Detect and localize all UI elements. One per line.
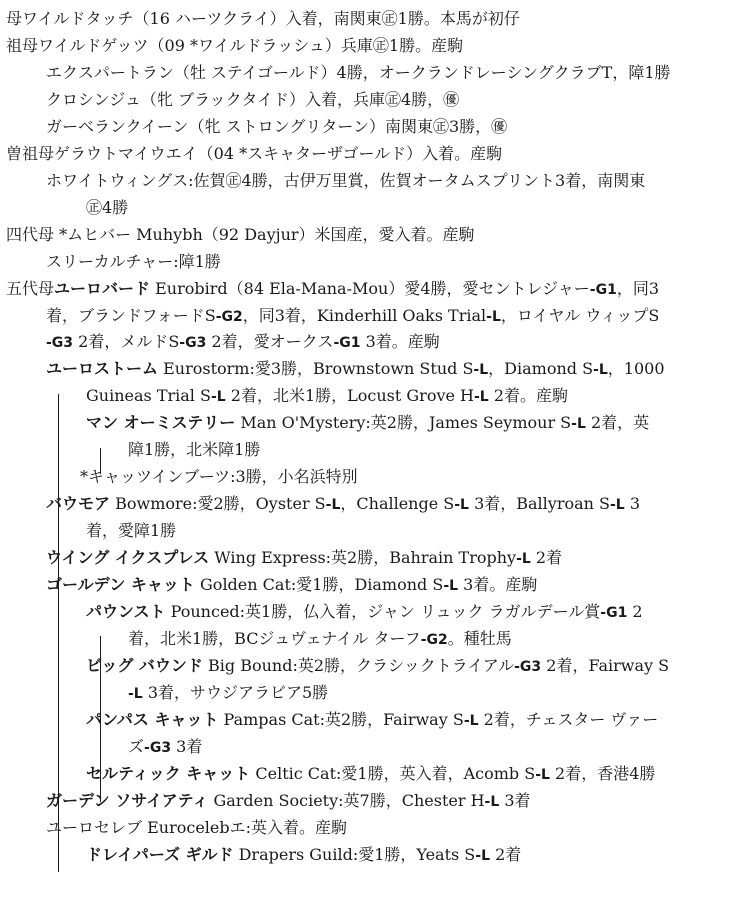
entry-text: Golden Cat:愛1勝，Diamond S bbox=[194, 575, 444, 594]
entry-text: 3着 bbox=[171, 736, 203, 756]
entry-text: Eurobird（84 Ela-Mana-Mou）愛4勝，愛セントレジャー bbox=[150, 279, 590, 298]
pedigree-entry bbox=[0, 464, 738, 491]
entry-line bbox=[0, 114, 738, 141]
horse-name: マン オーミステリー bbox=[86, 413, 236, 432]
pedigree-entry bbox=[0, 6, 738, 33]
entry-text: ，同3 bbox=[616, 279, 660, 298]
entry-text: ，同3着，Kinderhill Oaks Trial bbox=[242, 305, 487, 325]
entry-text: 2 bbox=[627, 602, 643, 621]
entry-line bbox=[0, 437, 738, 464]
entry-text: エクスパートラン（牡 ステイゴールド）4勝，オークランドレーシングクラブT，障1勝 bbox=[46, 63, 671, 82]
entry-text: 障1勝，北米障1勝 bbox=[128, 439, 261, 459]
race-grade: -L bbox=[128, 685, 143, 702]
entry-line bbox=[0, 545, 738, 572]
entry-line bbox=[0, 141, 738, 168]
tree-connector bbox=[100, 448, 101, 474]
entry-line bbox=[0, 788, 738, 815]
entry-line bbox=[0, 276, 738, 303]
race-grade: -G1 bbox=[589, 282, 617, 298]
entry-text: Wing Express:英2勝，Bahrain Trophy bbox=[209, 548, 517, 567]
tree-connector bbox=[100, 636, 101, 802]
entry-line bbox=[0, 195, 738, 222]
entry-text: 2着，香港4勝 bbox=[549, 764, 656, 783]
entry-text: ，Diamond S bbox=[488, 359, 594, 378]
entry-line bbox=[0, 518, 738, 545]
entry-line bbox=[0, 33, 738, 60]
pedigree-entry bbox=[0, 87, 738, 114]
entry-line bbox=[0, 222, 738, 249]
entry-text: 2着，メルドS bbox=[73, 332, 180, 352]
race-grade: -L bbox=[593, 362, 608, 378]
entry-text: Pounced:英1勝，仏入着，ジャン リュック ラガルデール賞 bbox=[165, 602, 601, 621]
entry-text: ，ロイヤル ウィップS bbox=[500, 305, 660, 325]
entry-text: 2着，英 bbox=[585, 413, 650, 432]
horse-name: ガーデン ソサイアティ bbox=[46, 791, 209, 810]
entry-line bbox=[0, 303, 738, 330]
horse-name: ユーロバード bbox=[54, 279, 151, 298]
entry-text: 3着，サウジアラビア5勝 bbox=[142, 682, 329, 702]
race-grade: -G1 bbox=[600, 605, 628, 621]
entry-line bbox=[0, 815, 738, 842]
pedigree-entry bbox=[0, 222, 738, 249]
entry-text: 2着，チェスター ヴァー bbox=[478, 710, 659, 729]
horse-name: ゴールデン キャット bbox=[46, 575, 195, 594]
entry-line bbox=[0, 734, 738, 761]
pedigree-entry bbox=[0, 491, 738, 544]
entry-line bbox=[0, 626, 738, 653]
entry-text: Garden Society:英7勝，Chester H bbox=[208, 791, 485, 810]
entry-text: ，1000 bbox=[607, 359, 665, 378]
pedigree-entry bbox=[0, 168, 738, 221]
entry-text: Eurostorm:愛3勝，Brownstown Stud S bbox=[158, 359, 474, 378]
race-grade: -L bbox=[443, 578, 459, 594]
race-grade: -L bbox=[463, 713, 479, 729]
entry-text: 3着。産駒 bbox=[360, 332, 440, 352]
pedigree-entry bbox=[0, 356, 738, 409]
race-grade: -G3 bbox=[514, 659, 542, 675]
horse-name: ユーロストーム bbox=[46, 359, 159, 378]
entry-text: ガーベランクイーン（牝 ストロングリターン）南関東㊣3勝，㊝ bbox=[46, 117, 508, 136]
pedigree-entry bbox=[0, 141, 738, 168]
pedigree-entry bbox=[0, 653, 738, 706]
pedigree-entry bbox=[0, 410, 738, 463]
entry-line bbox=[0, 410, 738, 437]
entry-text: Pampas Cat:英2勝，Fairway S bbox=[218, 710, 464, 729]
horse-name: セルティック キャット bbox=[86, 764, 251, 783]
race-grade: -L bbox=[610, 497, 625, 513]
entry-text: 着，愛障1勝 bbox=[86, 520, 177, 540]
entry-text: ホワイトウィングス:佐賀㊣4勝，古伊万里賞，佐賀オータムスプリント3着，南関東 bbox=[46, 171, 646, 190]
race-grade: -G3 bbox=[46, 335, 74, 352]
entry-text: 四代母 *ムヒバー Muhybh（92 Dayjur）米国産，愛入着。産駒 bbox=[6, 225, 475, 244]
race-grade: -L bbox=[325, 497, 341, 513]
horse-name: バウモア bbox=[46, 494, 111, 513]
pedigree-entry bbox=[0, 276, 738, 356]
entry-line bbox=[0, 653, 738, 680]
entry-line bbox=[0, 572, 738, 599]
entry-text: スリーカルチャー:障1勝 bbox=[46, 252, 221, 271]
entry-text: Bowmore:愛2勝，Oyster S bbox=[110, 494, 326, 513]
entry-text: 3着 bbox=[499, 791, 531, 810]
pedigree-entry bbox=[0, 572, 738, 599]
pedigree-entry bbox=[0, 114, 738, 141]
entry-text: *キャッツインブーツ:3勝，小名浜特別 bbox=[80, 467, 358, 486]
pedigree-entry bbox=[0, 842, 738, 869]
pedigree-entry bbox=[0, 707, 738, 760]
pedigree-entry bbox=[0, 788, 738, 815]
pedigree-entry bbox=[0, 815, 738, 842]
entry-text: Man O'Mystery:英2勝，James Seymour S bbox=[235, 413, 572, 432]
entry-line bbox=[0, 761, 738, 788]
entry-text: 2着，愛オークス bbox=[206, 332, 334, 352]
entry-text: Guineas Trial S bbox=[86, 385, 211, 405]
race-grade: -L bbox=[486, 308, 501, 325]
entry-text: 着，ブランドフォードS bbox=[46, 305, 216, 325]
entry-text: 着，北米1勝，BCジュヴェナイル ターフ bbox=[128, 628, 421, 648]
race-grade: -G1 bbox=[333, 335, 361, 352]
entry-text: 2着，北米1勝，Locust Grove H bbox=[225, 385, 474, 405]
entry-text: Drapers Guild:愛1勝，Yeats S bbox=[233, 845, 476, 864]
entry-text: ㊣4勝 bbox=[86, 197, 129, 217]
entry-text: 五代母 bbox=[6, 279, 55, 298]
pedigree-entry bbox=[0, 60, 738, 87]
race-grade: -L bbox=[474, 388, 489, 405]
entry-text: 3着，Ballyroan S bbox=[468, 494, 610, 513]
entry-line bbox=[0, 168, 738, 195]
pedigree-entry bbox=[0, 249, 738, 276]
race-grade: -L bbox=[475, 848, 490, 864]
entry-line bbox=[0, 329, 738, 356]
entry-text: 2着 bbox=[530, 548, 563, 567]
entry-line bbox=[0, 356, 738, 383]
entry-text: 3 bbox=[624, 494, 640, 513]
entry-text: 祖母ワイルドゲッツ（09 *ワイルドラッシュ）兵庫㊣1勝。産駒 bbox=[6, 36, 464, 55]
race-grade: -G2 bbox=[215, 308, 243, 325]
race-grade: -L bbox=[473, 362, 489, 378]
pedigree-entry bbox=[0, 761, 738, 788]
entry-text: 3着。産駒 bbox=[458, 575, 538, 594]
entry-text: ズ bbox=[128, 736, 145, 756]
horse-name: パウンスト bbox=[86, 602, 166, 621]
tree-connector bbox=[58, 394, 59, 872]
entry-line bbox=[0, 599, 738, 626]
entry-text: クロシンジュ（牝 ブラックタイド）入着，兵庫㊣4勝，㊝ bbox=[46, 90, 460, 109]
race-grade: -L bbox=[484, 794, 500, 810]
pedigree-entry bbox=[0, 33, 738, 60]
entry-line bbox=[0, 464, 738, 491]
race-grade: -G3 bbox=[144, 739, 172, 756]
entry-line bbox=[0, 6, 738, 33]
entry-line bbox=[0, 680, 738, 707]
entry-line bbox=[0, 491, 738, 518]
entry-line bbox=[0, 249, 738, 276]
race-grade: -L bbox=[516, 551, 531, 567]
race-grade: -L bbox=[571, 416, 586, 432]
horse-name: ウイング イクスプレス bbox=[46, 548, 210, 567]
entry-line bbox=[0, 707, 738, 734]
horse-name: ドレイパーズ ギルド bbox=[86, 845, 234, 864]
entry-text: 2着 bbox=[490, 845, 522, 864]
pedigree-entry bbox=[0, 599, 738, 652]
entry-text: ，Challenge S bbox=[340, 494, 455, 513]
entry-line bbox=[0, 842, 738, 869]
entry-text: 母ワイルドタッチ（16 ハーツクライ）入着，南関東㊣1勝。本馬が初仔 bbox=[6, 9, 520, 28]
entry-text: Big Bound:英2勝，クラシックトライアル bbox=[202, 656, 515, 675]
horse-name: パンパス キャット bbox=[86, 710, 219, 729]
race-grade: -L bbox=[210, 388, 226, 405]
race-grade: -L bbox=[535, 767, 550, 783]
entry-text: ユーロセレブ Eurocelebエ:英入着。産駒 bbox=[46, 818, 348, 837]
race-grade: -L bbox=[454, 497, 469, 513]
pedigree-entry bbox=[0, 545, 738, 572]
entry-text: 2着，Fairway S bbox=[541, 656, 670, 675]
entry-text: Celtic Cat:愛1勝，英入着，Acomb S bbox=[250, 764, 536, 783]
entry-text: 。種牡馬 bbox=[447, 628, 512, 648]
entry-line bbox=[0, 87, 738, 114]
horse-name: ビッグ バウンド bbox=[86, 656, 203, 675]
entry-line bbox=[0, 60, 738, 87]
race-grade: -G2 bbox=[420, 631, 448, 648]
entry-text: 2着。産駒 bbox=[488, 385, 569, 405]
race-grade: -G3 bbox=[179, 335, 207, 352]
entry-line bbox=[0, 383, 738, 410]
entry-text: 曽祖母ゲラウトマイウエイ（04 *スキャターザゴールド）入着。産駒 bbox=[6, 144, 503, 163]
